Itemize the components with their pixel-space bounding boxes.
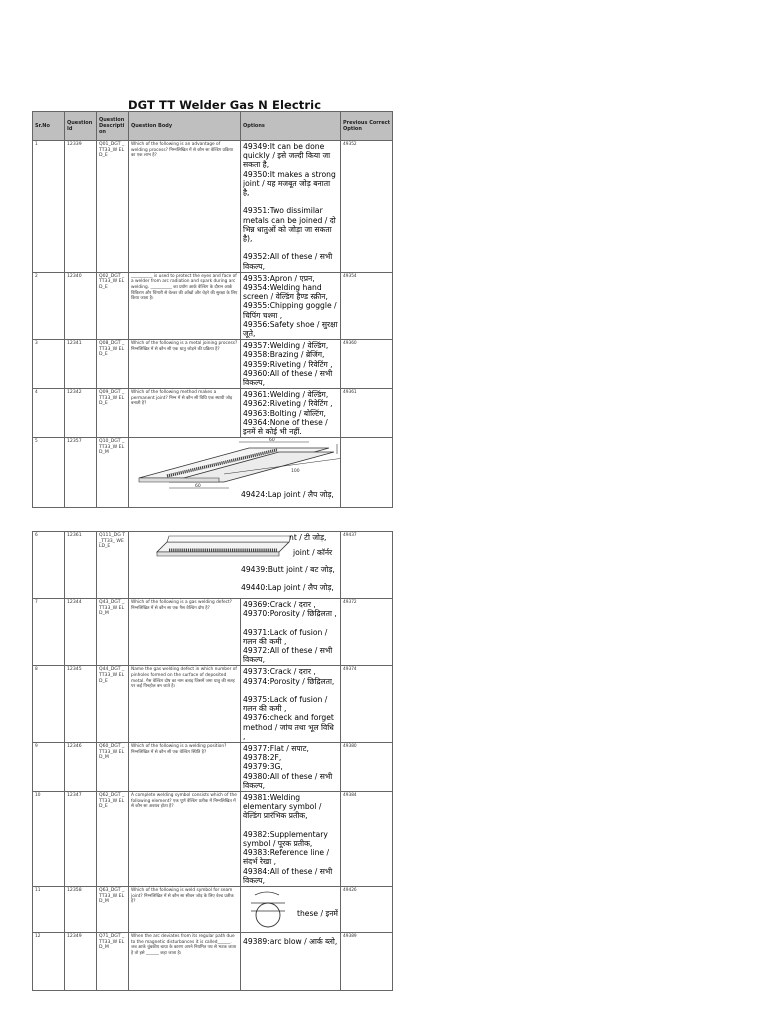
correct-option-cell: 49384 bbox=[341, 792, 393, 887]
options-cell: 49357:Welding / वेल्डिंग, 49358:Brazing / ब्रेजिंग, 49359:Riveting / रिवेटिंग , 49360:All of these / सभी विकल्प, bbox=[241, 340, 341, 389]
sr-no-cell: 4 bbox=[33, 389, 65, 438]
correct-option-cell bbox=[341, 438, 393, 508]
question-description-cell: Q10_DGT _TT33_W ELD_M bbox=[97, 438, 129, 508]
table-row bbox=[33, 792, 393, 887]
correct-option-cell: 49380 bbox=[341, 743, 393, 792]
page-title: DGT TT Welder Gas N Electric bbox=[128, 98, 322, 112]
sr-no-cell: 3 bbox=[33, 340, 65, 389]
dim-right-label: 100 bbox=[291, 469, 300, 475]
table-row bbox=[33, 272, 393, 339]
sr-no-cell: 7 bbox=[33, 599, 65, 666]
options-cell: 49377:Flat / सपाट, 49378:2F, 49379:3G, 49380:All of these / सभी विकल्प, bbox=[241, 743, 341, 792]
correct-option-cell: 49437 bbox=[341, 532, 393, 599]
question-description-cell: Q44_DGT _TT33_W ELD_E bbox=[97, 666, 129, 743]
sr-no-cell: 11 bbox=[33, 887, 65, 933]
question-body-cell: Which of the following is a gas welding defect? निम्नलिखित में से कौन सा एक गैस वेल्डिंग दोष है? bbox=[129, 599, 241, 666]
options-cell: 49369:Crack / दरार , 49370:Porosity / छिद्रिलता , 49371:Lack of fusion / गलन की कमी , 49372:All of these / सभी विकल्प, bbox=[241, 599, 341, 666]
table-row bbox=[33, 141, 393, 273]
question-id-cell: 12357 bbox=[65, 438, 97, 508]
table-row bbox=[33, 887, 393, 933]
table-row bbox=[33, 599, 393, 666]
question-description-cell: Q43_DGT _TT33_W ELD_M bbox=[97, 599, 129, 666]
question-description-cell: Q09_DGT _TT33_W ELD_E bbox=[97, 389, 129, 438]
question-body-cell: When the arc deviates from its regular path due to the magnetic disturbances it is called______. जब आर्क चुंबकीय बाधा के कारण अपने नियमित पथ से भटक जाता है तो इसे ______ कहा जाता है। bbox=[129, 933, 241, 991]
options-cell: 49349:It can be done quickly / इसे जल्दी किया जा सकता है, 49350:It makes a strong joint / यह मजबूत जोड़ बनाता है, 49351:Two dissimilar metals can be joined / दो भिन्न धातुओं को जोड़ा जा सकता है), 49352:All of these / सभी विकल्प, bbox=[241, 141, 341, 273]
header-sr-no: Sr.No bbox=[33, 112, 65, 141]
options-cell: 49373:Crack / दरार , 49374:Porosity / छिद्रिलता, 49375:Lack of fusion / गलन की कमी , 49376:check and forget method / जांच तथा भूल विधि , bbox=[241, 666, 341, 743]
question-body-cell: Name the gas welding defect in which number of pinholes formed on the surface of deposited metal. गैस वेल्डिंग दोष का नाम बताइ जिसमें जमा धातु की सतह पर कई पिनहोल बन जाते है। bbox=[129, 666, 241, 743]
option-fragment-right: these / इनमें bbox=[297, 909, 338, 919]
question-id-cell: 12341 bbox=[65, 340, 97, 389]
table-row bbox=[33, 532, 393, 599]
correct-option-cell: 49374 bbox=[341, 666, 393, 743]
question-body-cell: Which of the following is an advantage of welding process? निम्नलिखित में से कौन सा वेल्डिंग प्रक्रिया का एक लाभ है? bbox=[129, 141, 241, 273]
sr-no-cell: 12 bbox=[33, 933, 65, 991]
header-question-description: Question Descripti on bbox=[97, 112, 129, 141]
dim-bottom-label: 60 bbox=[195, 484, 201, 490]
question-description-cell: Q01_DGT _TT33_W ELD_E bbox=[97, 141, 129, 273]
question-description-cell: Q63_DGT _TT33_W ELD_M bbox=[97, 887, 129, 933]
correct-option-cell: 49354 bbox=[341, 272, 393, 339]
table-row bbox=[33, 340, 393, 389]
option-fragment-top: nt / टी जोड़, bbox=[289, 533, 327, 542]
sr-no-cell: 6 bbox=[33, 532, 65, 599]
options-cell: 49439:Butt joint / बट जोड़, 49440:Lap joint / लैप जोड़, bbox=[241, 565, 335, 593]
question-id-cell: 12361 bbox=[65, 532, 97, 599]
correct-option-cell: 49426 bbox=[341, 887, 393, 933]
question-body-cell: Which of the following method makes a permanent joint? निम्न में से कौन सी विधि एक स्थायी जोड़ बनाती है? bbox=[129, 389, 241, 438]
question-id-cell: 12342 bbox=[65, 389, 97, 438]
sr-no-cell: 1 bbox=[33, 141, 65, 273]
header-options: Options bbox=[241, 112, 341, 141]
table-row bbox=[33, 933, 393, 991]
dim-top-label: 60 bbox=[269, 438, 275, 444]
question-table-1 bbox=[32, 111, 393, 508]
correct-option-cell: 49372 bbox=[341, 599, 393, 666]
question-id-cell: 12346 bbox=[65, 743, 97, 792]
option-fragment-mid: joint / कॉर्नर bbox=[293, 548, 333, 557]
lap-joint-figure-cell bbox=[129, 438, 341, 508]
question-body-cell: A complete welding symbol consists which of the following element? एक पूर्ण वेल्डिंग प्रतीक में निम्नलिखित में से कौन सा अवयव होता है? bbox=[129, 792, 241, 887]
header-question-id: Question Id bbox=[65, 112, 97, 141]
question-body-cell: Which of the following is a welding position? निम्नलिखित में से कौन सी एक वेल्डिंग स्थिति है? bbox=[129, 743, 241, 792]
question-id-cell: 12347 bbox=[65, 792, 97, 887]
question-description-cell: Q02_DGT _TT33_W ELD_E bbox=[97, 272, 129, 339]
sr-no-cell: 2 bbox=[33, 272, 65, 339]
t-joint-figure-cell bbox=[129, 532, 341, 599]
table-row bbox=[33, 666, 393, 743]
question-id-cell: 12345 bbox=[65, 666, 97, 743]
correct-option-cell: 49361 bbox=[341, 389, 393, 438]
question-body-cell: Which of the following is weld symbol for seam joint? निम्नलिखित में से कौन सा सीवन जोड़ के लिए वेल्ड प्रतीक है? bbox=[129, 887, 241, 933]
question-id-cell: 12339 bbox=[65, 141, 97, 273]
t-joint-drawing bbox=[129, 534, 299, 564]
correct-option-cell: 49360 bbox=[341, 340, 393, 389]
question-id-cell: 12344 bbox=[65, 599, 97, 666]
table-row bbox=[33, 743, 393, 792]
options-cell: 49381:Welding elementary symbol / वेल्डिंग प्रारंभिक प्रतीक, 49382:Supplementary symbol / पूरक प्रतीक, 49383:Reference line / संदर्भ रेखा , 49384:All of these / सभी विकल्प, bbox=[241, 792, 341, 887]
question-id-cell: 12340 bbox=[65, 272, 97, 339]
table-header-row bbox=[33, 112, 393, 141]
question-body-cell: Which of the following is a metal joining process? निम्नलिखित में से कौन सी एक धातु जोड़ने की प्रक्रिया है? bbox=[129, 340, 241, 389]
options-cell: 49389:arc blow / आर्क ब्लो, bbox=[241, 933, 341, 991]
options-cell: 49424:Lap joint / लैप जोड़, bbox=[241, 490, 334, 500]
table-row bbox=[33, 389, 393, 438]
question-description-cell: Q71_DGT _TT33_W ELD_M bbox=[97, 933, 129, 991]
header-question-body: Question Body bbox=[129, 112, 241, 141]
question-id-cell: 12358 bbox=[65, 887, 97, 933]
question-body-cell: __________ is used to protect the eyes and face of a welder from arc radiation and spark during arc welding. __________ का प्रयोग आर्क वेल्डिंग के दौरान आर्क विकिरण और चिंगारी से वेल्डर की आँखों और चेहरे की सुरक्षा के लिए किया जाता है। bbox=[129, 272, 241, 339]
question-description-cell: Q08_DGT _TT33_W ELD_E bbox=[97, 340, 129, 389]
question-table-2 bbox=[32, 531, 393, 991]
question-description-cell: Q60_DGT _TT33_W ELD_M bbox=[97, 743, 129, 792]
correct-option-cell: 49352 bbox=[341, 141, 393, 273]
question-description-cell: Q62_DGT _TT33_W ELD_E bbox=[97, 792, 129, 887]
correct-option-cell: 49389 bbox=[341, 933, 393, 991]
table-row bbox=[33, 438, 393, 508]
question-id-cell: 12349 bbox=[65, 933, 97, 991]
sr-no-cell: 10 bbox=[33, 792, 65, 887]
options-cell: 49361:Welding / वेल्डिंग, 49362:Riveting / रिवेटिंग , 49363:Bolting / बोल्टिंग, 49364:None of these / इनमें से कोई भी नहीं. bbox=[241, 389, 341, 438]
seam-weld-symbol-drawing bbox=[245, 889, 305, 929]
header-previous-correct-option: Previous Correct Option bbox=[341, 112, 393, 141]
sr-no-cell: 5 bbox=[33, 438, 65, 508]
options-cell bbox=[241, 887, 341, 933]
sr-no-cell: 9 bbox=[33, 743, 65, 792]
question-description-cell: Q111_DG T_TT33_ WELD_E bbox=[97, 532, 129, 599]
options-cell: 49353:Apron / एप्रन, 49354:Welding hand screen / वेल्डिंग हैण्ड स्क्रीन, 49355:Chipping goggle / चिपिंग चश्मा , 49356:Safety shoe / सुरक्षा जूते, bbox=[241, 272, 341, 339]
sr-no-cell: 8 bbox=[33, 666, 65, 743]
